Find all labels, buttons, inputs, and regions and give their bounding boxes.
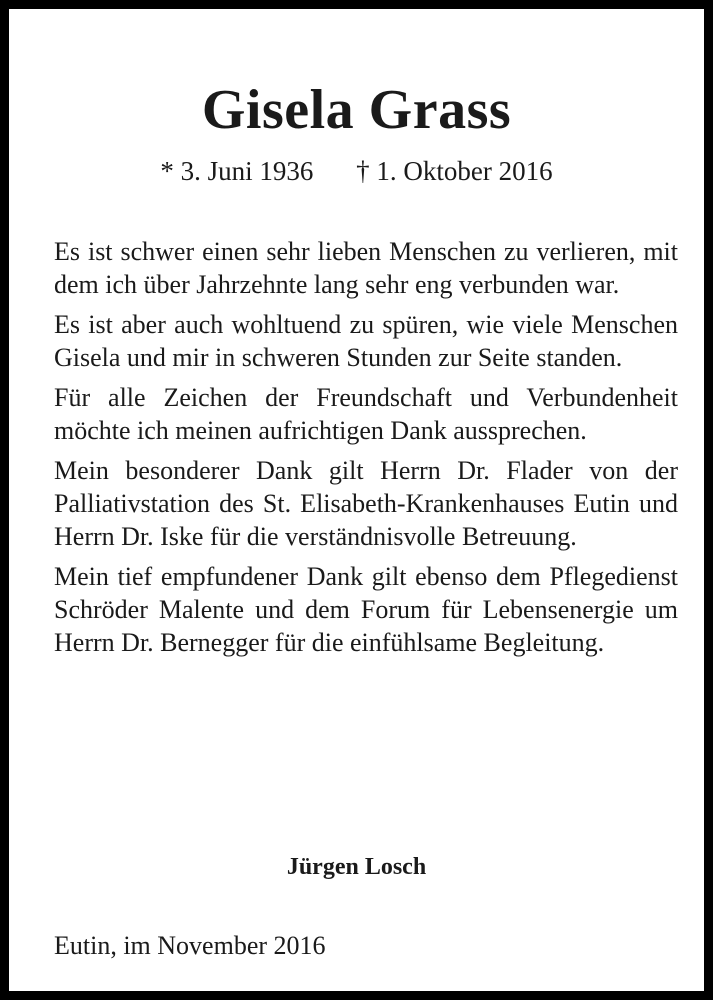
birth-date: * 3. Juni 1936 [160, 156, 314, 186]
signature: Jürgen Losch [286, 854, 427, 880]
deceased-name: Gisela Grass [201, 79, 512, 141]
notice-body [54, 235, 678, 666]
life-dates [9, 154, 704, 188]
place-and-date: Eutin, im November 2016 [54, 931, 326, 960]
paragraph: Für alle Zeichen der Freundschaft und Verbundenheit möchte ich meinen aufrichtigen Dank aussprechen. [54, 383, 678, 445]
paragraph: Es ist schwer einen sehr lieben Menschen zu verlieren, mit dem ich über Jahrzehnte lang sehr eng verbunden war. [54, 237, 678, 299]
paragraph: Mein tief empfundener Dank gilt ebenso dem Pflegedienst Schröder Malente und dem Forum für Lebensenergie um Herrn Dr. Bernegger für die einfühlsame Begleitung. [54, 562, 678, 657]
paragraph: Mein besonderer Dank gilt Herrn Dr. Flader von der Palliativstation des St. Elisabeth-Krankenhauses Eutin und Herrn Dr. Iske für die verständnisvolle Betreuung. [54, 456, 678, 551]
paragraph: Es ist aber auch wohltuend zu spüren, wie viele Menschen Gisela und mir in schweren Stunden zur Seite standen. [54, 310, 678, 372]
death-date: † 1. Oktober 2016 [356, 156, 553, 186]
